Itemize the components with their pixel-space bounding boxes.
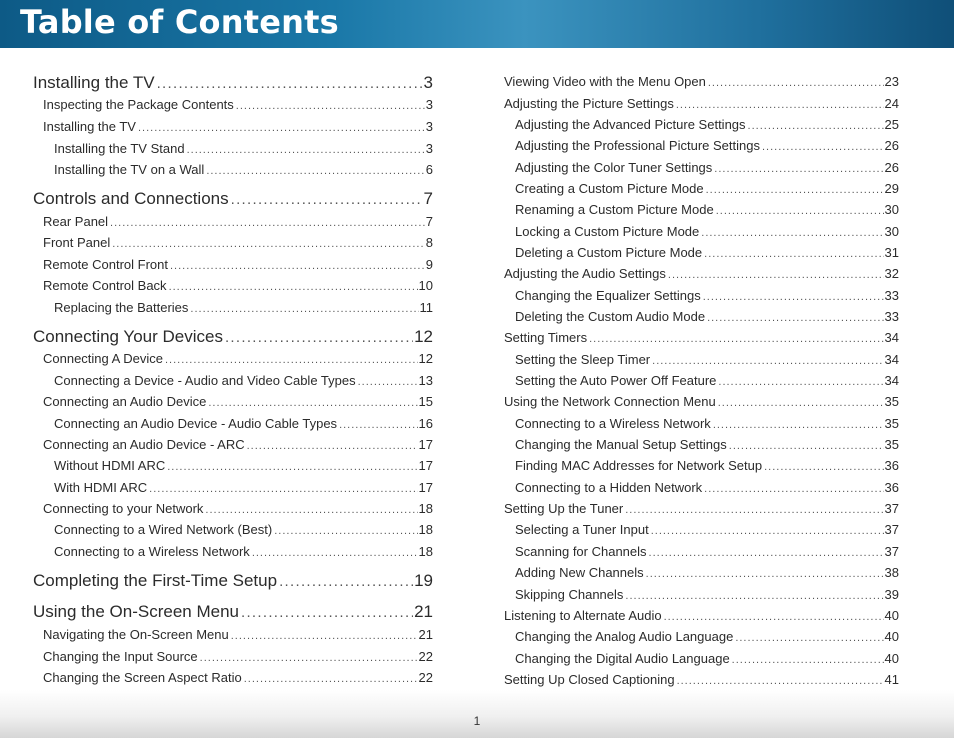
- toc-entry[interactable]: [515, 117, 899, 135]
- toc-dot-leader: [703, 291, 884, 303]
- toc-entry[interactable]: [515, 138, 899, 156]
- toc-entry-page: 37: [884, 522, 899, 537]
- toc-entry-title: Connecting to a Wired Network (Best): [54, 522, 273, 537]
- toc-entry-page: 7: [425, 214, 433, 229]
- toc-entry[interactable]: [504, 672, 899, 690]
- toc-dot-leader: [247, 440, 418, 452]
- toc-entry-title: Scanning for Channels: [515, 544, 647, 559]
- toc-entry-title: Connecting A Device: [43, 351, 163, 366]
- toc-entry[interactable]: [43, 649, 433, 667]
- toc-dot-leader: [112, 238, 425, 250]
- toc-dot-leader: [713, 419, 884, 431]
- toc-entry-title: Installing the TV: [33, 73, 155, 92]
- toc-entry[interactable]: [515, 309, 899, 327]
- toc-entry-page: 21: [418, 627, 433, 642]
- toc-entry-title: Deleting a Custom Picture Mode: [515, 245, 703, 260]
- toc-entry-title: Remote Control Front: [43, 257, 168, 272]
- toc-entry[interactable]: [43, 437, 433, 455]
- toc-entry-title: Adjusting the Advanced Picture Settings: [515, 117, 746, 132]
- toc-dot-leader: [718, 376, 883, 388]
- toc-entry-title: Connecting an Audio Device: [43, 394, 207, 409]
- toc-entry[interactable]: [504, 501, 899, 519]
- toc-dot-leader: [589, 333, 883, 345]
- toc-dot-leader: [244, 673, 418, 685]
- toc-entry[interactable]: [504, 608, 899, 626]
- toc-dot-leader: [225, 329, 413, 346]
- toc-entry-page: 36: [884, 458, 899, 473]
- toc-dot-leader: [651, 525, 884, 537]
- toc-entry-page: 13: [418, 373, 433, 388]
- toc-entry-page: 40: [884, 608, 899, 623]
- toc-entry[interactable]: [54, 544, 433, 562]
- toc-entry[interactable]: [43, 627, 433, 645]
- toc-dot-leader: [732, 654, 884, 666]
- toc-entry-page: 34: [884, 330, 899, 345]
- toc-dot-leader: [646, 568, 884, 580]
- toc-entry-page: 32: [884, 266, 899, 281]
- toc-dot-leader: [704, 248, 883, 260]
- header-banner: [0, 0, 954, 48]
- toc-dot-leader: [668, 269, 884, 281]
- toc-entry[interactable]: [515, 352, 899, 370]
- toc-entry-title: Viewing Video with the Menu Open: [504, 74, 706, 89]
- toc-entry-title: Without HDMI ARC: [54, 458, 166, 473]
- toc-entry-title: Using the On-Screen Menu: [33, 602, 239, 621]
- toc-entry-title: Setting the Auto Power Off Feature: [515, 373, 717, 388]
- toc-dot-leader: [157, 75, 423, 92]
- toc-entry-title: Replacing the Batteries: [54, 300, 189, 315]
- toc-entry-title: Finding MAC Addresses for Network Setup: [515, 458, 763, 473]
- toc-entry-page: 18: [418, 522, 433, 537]
- toc-entry-page: 19: [414, 571, 433, 590]
- toc-entry[interactable]: [43, 670, 433, 688]
- toc-entry[interactable]: [504, 266, 899, 284]
- toc-entry-title: Adjusting the Audio Settings: [504, 266, 666, 281]
- toc-entry-title: Renaming a Custom Picture Mode: [515, 202, 714, 217]
- toc-entry-page: 31: [884, 245, 899, 260]
- toc-entry-page: 35: [884, 416, 899, 431]
- toc-entry-page: 12: [414, 327, 433, 346]
- toc-entry-title: Controls and Connections: [33, 189, 229, 208]
- toc-dot-leader: [735, 632, 883, 644]
- toc-entry-page: 25: [884, 117, 899, 132]
- toc-dot-leader: [138, 122, 425, 134]
- toc-dot-leader: [205, 504, 417, 516]
- toc-dot-leader: [716, 205, 884, 217]
- toc-entry-page: 3: [425, 97, 433, 112]
- toc-entry[interactable]: [43, 501, 433, 519]
- toc-entry[interactable]: [33, 571, 433, 593]
- toc-entry-title: Navigating the On-Screen Menu: [43, 627, 229, 642]
- toc-entry-page: 40: [884, 629, 899, 644]
- toc-dot-leader: [279, 573, 413, 590]
- toc-dot-leader: [110, 217, 425, 229]
- toc-dot-leader: [762, 141, 884, 153]
- toc-entry-page: 7: [423, 189, 433, 208]
- toc-entry[interactable]: [515, 224, 899, 242]
- toc-entry-title: Setting the Sleep Timer: [515, 352, 651, 367]
- toc-entry-page: 24: [884, 96, 899, 111]
- toc-dot-leader: [706, 184, 884, 196]
- toc-entry-title: Skipping Channels: [515, 587, 624, 602]
- toc-dot-leader: [170, 260, 425, 272]
- toc-entry-page: 17: [418, 480, 433, 495]
- toc-entry-title: Installing the TV: [43, 119, 136, 134]
- toc-entry[interactable]: [515, 245, 899, 263]
- toc-entry-title: Changing the Equalizer Settings: [515, 288, 701, 303]
- toc-entry-page: 3: [425, 141, 433, 156]
- toc-entry-title: Remote Control Back: [43, 278, 167, 293]
- page-title: Table of Contents: [20, 3, 339, 41]
- toc-dot-leader: [165, 354, 418, 366]
- toc-entry[interactable]: [33, 602, 433, 624]
- toc-entry[interactable]: [515, 181, 899, 199]
- toc-entry-page: 23: [884, 74, 899, 89]
- toc-entry-title: Changing the Digital Audio Language: [515, 651, 730, 666]
- toc-entry-page: 29: [884, 181, 899, 196]
- toc-dot-leader: [231, 191, 423, 208]
- toc-dot-leader: [187, 144, 425, 156]
- toc-entry-title: Connecting to your Network: [43, 501, 204, 516]
- toc-entry-page: 36: [884, 480, 899, 495]
- toc-dot-leader: [190, 303, 418, 315]
- toc-entry[interactable]: [515, 565, 899, 583]
- toc-entry-title: Connecting to a Wireless Network: [54, 544, 250, 559]
- toc-entry-title: Changing the Manual Setup Settings: [515, 437, 727, 452]
- toc-entry[interactable]: [54, 300, 433, 318]
- toc-entry-title: Connecting to a Hidden Network: [515, 480, 703, 495]
- toc-entry[interactable]: [515, 458, 899, 476]
- toc-entry-page: 10: [418, 278, 433, 293]
- toc-entry-page: 21: [414, 602, 433, 621]
- toc-entry-page: 38: [884, 565, 899, 580]
- toc-entry[interactable]: [515, 437, 899, 455]
- toc-entry[interactable]: [54, 480, 433, 498]
- toc-entry-title: Front Panel: [43, 235, 111, 250]
- toc-entry-page: 39: [884, 587, 899, 602]
- toc-entry[interactable]: [504, 330, 899, 348]
- toc-entry-title: Adjusting the Professional Picture Settings: [515, 138, 760, 153]
- toc-entry-title: Changing the Analog Audio Language: [515, 629, 734, 644]
- toc-dot-leader: [677, 675, 884, 687]
- toc-entry-page: 15: [418, 394, 433, 409]
- toc-entry[interactable]: [43, 394, 433, 412]
- toc-entry[interactable]: [515, 160, 899, 178]
- toc-entry[interactable]: [515, 651, 899, 669]
- toc-entry-title: Using the Network Connection Menu: [504, 394, 716, 409]
- toc-dot-leader: [748, 120, 884, 132]
- toc-entry-title: Installing the TV Stand: [54, 141, 185, 156]
- toc-dot-leader: [200, 652, 418, 664]
- toc-entry-title: Adjusting the Picture Settings: [504, 96, 674, 111]
- toc-entry-title: Listening to Alternate Audio: [504, 608, 662, 623]
- toc-dot-leader: [729, 440, 884, 452]
- toc-entry[interactable]: [515, 288, 899, 306]
- toc-entry-page: 37: [884, 544, 899, 559]
- toc-entry[interactable]: [515, 202, 899, 220]
- toc-entry[interactable]: [54, 458, 433, 476]
- toc-entry-title: Locking a Custom Picture Mode: [515, 224, 700, 239]
- toc-dot-leader: [649, 547, 884, 559]
- toc-entry[interactable]: [43, 119, 433, 137]
- toc-entry-title: Connecting an Audio Device - ARC: [43, 437, 245, 452]
- toc-entry-page: 33: [884, 309, 899, 324]
- page-number: 1: [473, 714, 481, 728]
- toc-entry[interactable]: [515, 373, 899, 391]
- toc-entry-page: 22: [418, 649, 433, 664]
- toc-entry-title: Setting Up Closed Captioning: [504, 672, 675, 687]
- toc-entry-title: Changing the Screen Aspect Ratio: [43, 670, 242, 685]
- toc-entry[interactable]: [33, 327, 433, 349]
- toc-entry-title: Installing the TV on a Wall: [54, 162, 205, 177]
- toc-entry-title: Creating a Custom Picture Mode: [515, 181, 704, 196]
- toc-entry-page: 37: [884, 501, 899, 516]
- toc-entry[interactable]: [43, 278, 433, 296]
- toc-dot-leader: [231, 630, 418, 642]
- toc-dot-leader: [652, 355, 883, 367]
- toc-entry-title: Adjusting the Color Tuner Settings: [515, 160, 713, 175]
- toc-entry-title: Connecting to a Wireless Network: [515, 416, 711, 431]
- toc-entry-page: 18: [418, 501, 433, 516]
- toc-entry-title: Changing the Input Source: [43, 649, 198, 664]
- toc-entry[interactable]: [43, 214, 433, 232]
- toc-entry[interactable]: [54, 416, 433, 434]
- toc-entry[interactable]: [43, 235, 433, 253]
- toc-dot-leader: [358, 376, 418, 388]
- toc-dot-leader: [241, 604, 413, 621]
- toc-entry-page: 35: [884, 394, 899, 409]
- toc-entry-title: Connecting a Device - Audio and Video Cable Types: [54, 373, 356, 388]
- toc-entry-page: 17: [418, 437, 433, 452]
- toc-dot-leader: [206, 165, 424, 177]
- toc-entry[interactable]: [515, 522, 899, 540]
- toc-entry-title: Inspecting the Package Contents: [43, 97, 234, 112]
- toc-entry-page: 40: [884, 651, 899, 666]
- toc-entry-page: 3: [423, 73, 433, 92]
- toc-dot-leader: [701, 227, 883, 239]
- toc-dot-leader: [718, 397, 884, 409]
- toc-entry-page: 34: [884, 373, 899, 388]
- toc-entry[interactable]: [33, 73, 433, 95]
- toc-entry-page: 9: [425, 257, 433, 272]
- toc-dot-leader: [274, 525, 417, 537]
- toc-dot-leader: [252, 547, 418, 559]
- toc-dot-leader: [339, 419, 417, 431]
- toc-dot-leader: [625, 590, 883, 602]
- toc-entry[interactable]: [515, 480, 899, 498]
- toc-dot-leader: [708, 77, 884, 89]
- toc-entry-title: Completing the First-Time Setup: [33, 571, 278, 590]
- toc-dot-leader: [664, 611, 884, 623]
- toc-entry[interactable]: [504, 394, 899, 412]
- toc-entry-page: 3: [425, 119, 433, 134]
- toc-dot-leader: [714, 163, 883, 175]
- toc-entry-page: 30: [884, 202, 899, 217]
- toc-entry-title: With HDMI ARC: [54, 480, 148, 495]
- toc-dot-leader: [236, 100, 425, 112]
- toc-entry[interactable]: [515, 629, 899, 647]
- toc-dot-leader: [167, 461, 417, 473]
- toc-entry-title: Connecting Your Devices: [33, 327, 223, 346]
- toc-entry-page: 26: [884, 138, 899, 153]
- toc-entry-page: 11: [419, 300, 433, 315]
- toc-dot-leader: [625, 504, 883, 516]
- toc-entry-page: 35: [884, 437, 899, 452]
- toc-entry[interactable]: [515, 587, 899, 605]
- toc-entry[interactable]: [54, 162, 433, 180]
- toc-entry-page: 41: [884, 672, 899, 687]
- toc-dot-leader: [169, 281, 418, 293]
- toc-entry[interactable]: [54, 141, 433, 159]
- toc-entry-page: 30: [884, 224, 899, 239]
- toc-entry-title: Connecting an Audio Device - Audio Cable Types: [54, 416, 338, 431]
- toc-entry-title: Setting Up the Tuner: [504, 501, 624, 516]
- toc-entry[interactable]: [43, 257, 433, 275]
- toc-entry-page: 17: [418, 458, 433, 473]
- toc-dot-leader: [208, 397, 417, 409]
- toc-dot-leader: [149, 483, 417, 495]
- toc-entry-page: 26: [884, 160, 899, 175]
- toc-entry-page: 33: [884, 288, 899, 303]
- toc-entry[interactable]: [515, 416, 899, 434]
- toc-entry-page: 18: [418, 544, 433, 559]
- toc-entry-page: 22: [418, 670, 433, 685]
- toc-entry[interactable]: [515, 544, 899, 562]
- toc-entry-page: 12: [418, 351, 433, 366]
- toc-entry-title: Adding New Channels: [515, 565, 644, 580]
- toc-entry-page: 34: [884, 352, 899, 367]
- toc-entry-page: 6: [425, 162, 433, 177]
- toc-entry-title: Rear Panel: [43, 214, 109, 229]
- toc-entry[interactable]: [54, 373, 433, 391]
- toc-entry-title: Selecting a Tuner Input: [515, 522, 649, 537]
- toc-entry-page: 8: [425, 235, 433, 250]
- toc-entry-page: 16: [418, 416, 433, 431]
- toc-entry-title: Deleting the Custom Audio Mode: [515, 309, 706, 324]
- toc-dot-leader: [676, 99, 884, 111]
- toc-entry[interactable]: [54, 522, 433, 540]
- toc-dot-leader: [707, 312, 883, 324]
- toc-dot-leader: [704, 483, 883, 495]
- toc-entry[interactable]: [504, 74, 899, 92]
- toc-entry[interactable]: [33, 189, 433, 211]
- toc-entry[interactable]: [504, 96, 899, 114]
- toc-dot-leader: [764, 461, 883, 473]
- toc-entry[interactable]: [43, 97, 433, 115]
- toc-entry[interactable]: [43, 351, 433, 369]
- toc-entry-title: Setting Timers: [504, 330, 588, 345]
